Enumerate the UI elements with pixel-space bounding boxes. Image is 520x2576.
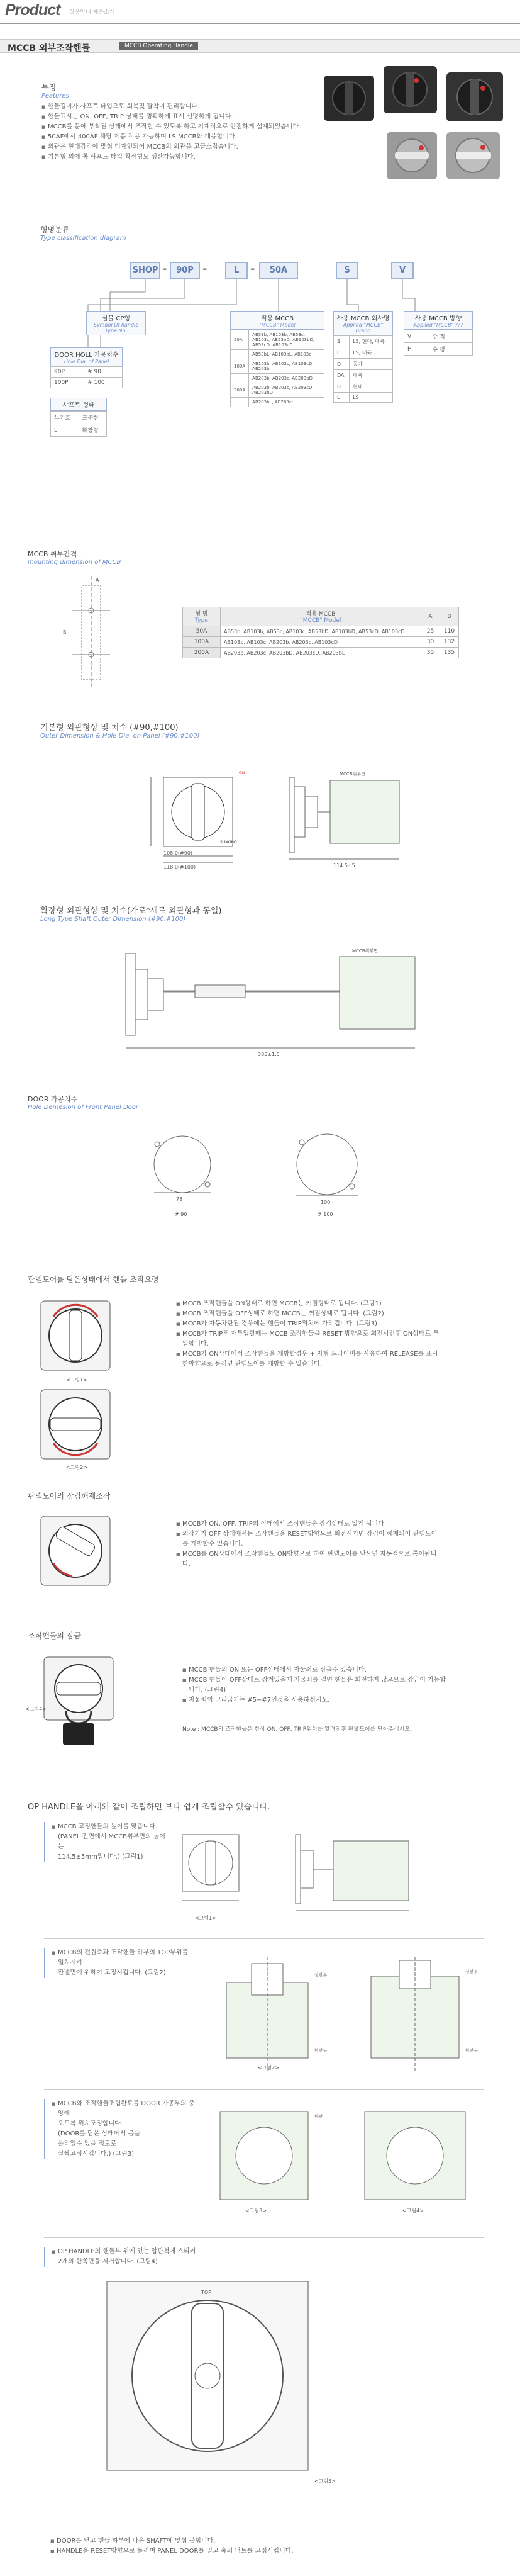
assembly-step-3-line: 올리있수 있을 정도로 (58, 2140, 117, 2147)
table-row (183, 637, 459, 648)
type-box-direction: V (391, 262, 414, 279)
cell: 100P (51, 378, 84, 388)
assembly-step-4-line: 2개의 한쪽면을 제거합니다. (그림4) (58, 2258, 158, 2265)
cell: AB53bL, AB103bL, AB103c (249, 350, 324, 359)
list-item: ■ MCCB가 ON상태에서 조작핸들을 개방할경우 + 자형 드라이버를 사용하여 RELEASE를 표시한방향으로 돌리면 판넬도어를 개방할 수 있습니다. (176, 1349, 440, 1370)
cell: LS, 대륙 (350, 347, 393, 359)
column-header: B (440, 607, 459, 626)
cell: 90P (51, 367, 84, 378)
assembly-step-3-line: 오도록 위치조정합니다. (58, 2120, 123, 2127)
cell: AB53b, AB103b, AB53c, AB103c, AB53bD, AB103bD, AB53cD, AB103cD (221, 626, 421, 637)
shaft-grid (50, 411, 107, 437)
cell: AB53b, AB103b, AB53c, AB103c, AB53bD, AB103bD, AB53cD, AB103cD (249, 330, 324, 350)
cell: 35 (421, 648, 440, 658)
feature-item: ■ 핸들표시는 ON, OFF, TRIP 상태를 명확하게 표시 선명하게 됩니다. (41, 112, 331, 122)
list-item: ■ DOOR를 닫고 핸들 하부에 나온 SHAFT에 맞춰 붙힙니다. (50, 2536, 428, 2546)
features-list (41, 102, 331, 162)
cell (231, 350, 249, 359)
assembly-step-2-list (52, 1948, 195, 1968)
type-dash: - (250, 262, 255, 276)
product-photo-black-2 (384, 66, 437, 113)
cell: L (51, 424, 79, 437)
mounting-grid (182, 607, 459, 658)
table-row (51, 378, 123, 388)
handle-fig-2 (38, 1386, 113, 1462)
assembly-fig-4 (94, 2275, 358, 2489)
door-dim-1: 78 (176, 1196, 183, 1202)
assembly-label: 하판부 (314, 2048, 328, 2053)
feature-item: ■ 외관은 현대감각에 맞춰 디자인되어 MCCB의 외관을 고급스럽습니다. (41, 142, 331, 152)
type-box-maker: S (336, 262, 358, 279)
cell: 200A (183, 648, 221, 658)
cell: 50A (183, 626, 221, 637)
assembly-step-4 (44, 2247, 233, 2267)
door-hole-header (50, 347, 123, 366)
features-subtitle: Features (41, 93, 69, 99)
features-title: 특징 (41, 83, 57, 92)
typeclass-subtitle: Type classification diagram (40, 235, 126, 242)
assembly-step-1-line: 114.5±5mm입니다.) (그림1) (58, 1853, 143, 1860)
padlock-note: Note : MCCB의 조작핸들은 항상 ON, OFF, TRIP위치를 알려진후 판넬도어를 닫아주십시오. (182, 1726, 412, 1733)
cell: 110 (440, 626, 459, 637)
outer-brand-label: SUNGHO (220, 840, 237, 845)
type-box-series: SHOP (130, 262, 160, 279)
cell: AB103b, AB103c, AB203b, AB203c, AB103cD (221, 637, 421, 648)
fig-label: <그림2> (258, 2065, 279, 2071)
cell: # 90 (84, 367, 123, 378)
table-row (404, 343, 473, 356)
list-item: ■ MCCB가 자동차단된 경우에는 핸들이 TRIP위치에 가리킵니다. (그림3) (176, 1319, 440, 1329)
assembly-divider (44, 2237, 484, 2238)
direction-table (404, 311, 473, 356)
cell: AB203b, AB203c, AB203cD, AB203bD (249, 383, 324, 398)
assembly-step-4-list (52, 2247, 233, 2257)
feature-item: ■ 핸들길이가 사프트 타입으로 회복및 탈착이 편리합니다. (41, 102, 331, 112)
list-item: ■ 자물쇠의 고리굵기는 #5~#7인것을 사용하십시오. (182, 1696, 446, 1706)
outer-dim-w2: 118.0(#100) (163, 864, 196, 870)
longtype-heading (40, 904, 221, 923)
cell: 200A (231, 383, 249, 398)
table-row (183, 626, 459, 637)
cell: 100A (231, 359, 249, 374)
table-row (231, 374, 324, 383)
feature-item: ■ 50AF에서 400AF 해당 제품 적용 가능하며 LS MCCB와 대응합니다. (41, 132, 331, 142)
assembly-step-3-line: 살짝고정시킵니다.) (그림3) (58, 2151, 135, 2157)
product-photo-gray-1 (387, 132, 437, 179)
fig-label: <그림2> (66, 1465, 87, 1470)
mccb-grid (230, 330, 324, 407)
direction-grid (404, 330, 473, 356)
mounting-dim-b: B (63, 629, 67, 635)
door-label-100: # 100 (318, 1212, 333, 1217)
column-header: A (421, 607, 440, 626)
table-row (231, 383, 324, 398)
typeclass-title: 형명분류 (40, 225, 70, 234)
longtype-subtitle: Long Type Shaft Outer Dimension (#90,#100) (40, 916, 186, 923)
cell: AB203b, AB203c, AB203bD (249, 374, 324, 383)
type-dash: - (162, 262, 167, 276)
cell: 대륙 (350, 370, 393, 381)
header-divider (0, 23, 520, 24)
table-row (334, 381, 393, 393)
maker-title: 사용 MCCB 회사명 (336, 315, 390, 322)
product-photos (321, 63, 509, 186)
cell: DA (334, 370, 350, 381)
assembly-fig-2 (214, 1957, 490, 2077)
table-row (334, 370, 393, 381)
outer-mccb-label: MCCB취부면 (340, 772, 365, 777)
list-item: ■ MCCB 핸들이 OFF상태로 잠겨있을때 자물쇠를 걸면 핸들은 회전하지 않으므로 잠금이 가능합니다. (그림4) (182, 1675, 446, 1696)
table-row (231, 398, 324, 407)
handle-fig-padlock (41, 1654, 116, 1748)
shaft-table (50, 398, 107, 437)
cell: 수 평 (429, 343, 472, 356)
fig-label: <그림4> (25, 1706, 47, 1712)
cell: LS, 현대, 대륙 (350, 336, 393, 347)
assembly-step-1-list (52, 1822, 170, 1832)
op-lock-title: 판넬도어의 잠김해제조작 (28, 1492, 111, 1500)
features-section (41, 82, 331, 162)
feature-item: ■ 기본형 외에 롱 샤프트 타입 확장형도 생산가능합니다. (41, 152, 331, 162)
direction-title: 사용 MCCB 방향 (414, 315, 462, 322)
fig-label: <그림5> (314, 2478, 336, 2484)
mounting-subtitle: mounting dimension of MCCB (28, 559, 121, 566)
cell: D (334, 359, 350, 370)
assembly-label: TOP (201, 2290, 212, 2295)
symbol-subtitle: Symbol Of handle Type No. (93, 322, 139, 334)
table-row (334, 359, 393, 370)
page-title-badge: MCCB Operating Handle (119, 42, 198, 50)
fig-label: <그림4> (402, 2208, 424, 2213)
list-item: ■ MCCB와 조작핸들조립완료를 DOOR 가공부의 중앙에 (52, 2099, 195, 2119)
assembly-divider (44, 1938, 484, 1939)
longtype-title: 확장형 외관형상 및 치수(가로*세로 외관형과 동일) (40, 906, 222, 916)
type-box-shaft: L (225, 262, 248, 279)
table-header-row (183, 607, 459, 626)
padlock-list (182, 1665, 446, 1706)
list-item: ■ MCCB를 ON상태에서 조작핸들도 ON방향으로 하여 판넬도어를 닫으면 자동적으로 록이됩니다. (176, 1550, 440, 1570)
outer-top-label: ON (239, 771, 245, 775)
outer-heading (40, 721, 199, 740)
table-row (51, 424, 107, 437)
shaft-header (50, 398, 107, 411)
assembly-step-2 (44, 1948, 195, 1978)
direction-subtitle: Applied "MCCB" ??? (413, 322, 463, 328)
product-photo-black-3 (446, 72, 503, 121)
list-item: ■ MCCB가 TRIP후 재투입할때는 MCCB 조작핸들을 RESET 방향으로 회전시킨후 ON상태로 투입합니다. (176, 1329, 440, 1349)
column-header: 적용 MCCB "MCCB" Model (221, 607, 421, 626)
table-row (404, 330, 473, 343)
cell: 동아 (350, 359, 393, 370)
door-label-90: # 90 (175, 1212, 187, 1217)
symbol-box (86, 311, 146, 335)
type-dash: - (202, 262, 207, 276)
shaft-title: 샤프트 형태 (62, 402, 95, 409)
list-item: ■ 외장가가 OFF 상태에서는 조작핸들을 RESET방향으로 회전시키면 잠김이 해제되어 판넬도어를 개방할수 있습니다. (176, 1529, 440, 1550)
door-dim-2: 100 (321, 1200, 331, 1205)
mounting-diagram (38, 573, 145, 692)
door-hole-table (50, 347, 123, 388)
list-item: ■ MCCB 고정핸들의 높이를 맞춥니다. (52, 1822, 170, 1832)
assembly-fig-3 (207, 2099, 490, 2219)
outer-title: 기본형 외관형상 및 치수 (#90,#100) (40, 723, 179, 733)
assembly-fig-1 (170, 1825, 434, 1926)
table-row (51, 367, 123, 378)
outer-drawing (126, 762, 415, 872)
assembly-step-1-line: (PANEL 전면에서 MCCB취부면의 높이는 (58, 1833, 166, 1850)
cell: # 100 (84, 378, 123, 388)
type-box-ampere: 50A (259, 262, 298, 279)
product-photo-gray-2 (446, 132, 500, 179)
cell: S (334, 336, 350, 347)
cell: AB203bL, AB203cL (249, 398, 324, 407)
cell: LS (350, 393, 393, 403)
assembly-label: 하판부 (465, 2048, 479, 2053)
op-closed-title: 판넬도어를 닫은상태에서 핸들 조작요령 (28, 1275, 159, 1284)
op-closed-list (176, 1299, 440, 1370)
door-subtitle: Hole Demesion of Front Panel Door (28, 1104, 139, 1111)
mccb-subtitle: "MCCB" Model (259, 322, 296, 328)
assembly-step-2-line: 판넬면에 위하여 고정시킵니다. (그림2) (58, 1969, 166, 1976)
door-hole-grid (50, 366, 123, 388)
door-hole-subtitle: Hole Dia. of Panel (64, 359, 109, 364)
table-row (51, 412, 107, 424)
maker-table (333, 311, 393, 403)
cell: 표준형 (79, 412, 107, 424)
assembly-step-3-list (52, 2099, 195, 2119)
cell: 무기호 (51, 412, 79, 424)
list-item: ■ MCCB가 ON, OFF, TRIP의 상태에서 조작핸들은 잠김상태로 있게 됩니다. (176, 1519, 440, 1529)
cell: 100A (183, 637, 221, 648)
door-title: DOOR 가공치수 (28, 1095, 78, 1103)
assembly-step-5-list (50, 2536, 428, 2556)
assembly-step-1 (44, 1822, 170, 1862)
fig-label: <그림1> (195, 1915, 216, 1921)
symbol-title: 심볼 CP형 (101, 315, 131, 322)
assembly-label: 상판부 (314, 1972, 328, 1977)
cell: L (334, 393, 350, 403)
list-item: ■ MCCB 핸들의 ON 또는 OFF상태에서 자물쇠로 잠을수 있습니다. (182, 1665, 446, 1675)
outer-dim-w1: 108.0(#90) (163, 850, 193, 856)
assembly-divider (44, 2089, 484, 2090)
longtype-dim: 385±1.5 (258, 1052, 280, 1057)
assembly-step-3-line: (DOOR를 닫은 상태에서 볼을 (58, 2130, 140, 2137)
cell: 30 (421, 637, 440, 648)
type-box-hole: 90P (170, 262, 200, 279)
cell: AB103b, AB103c, AB103cD, AB203b (249, 359, 324, 374)
table-row (334, 347, 393, 359)
fig-label: <그림3> (245, 2208, 267, 2213)
padlock-title: 조작핸들의 잠금 (28, 1631, 81, 1640)
cell: 25 (421, 626, 440, 637)
table-row (231, 350, 324, 359)
mounting-heading (28, 549, 121, 566)
page-title-bar (0, 39, 520, 53)
maker-subtitle: Applied "MCCB" Brand (343, 322, 384, 334)
door-drawing (126, 1127, 402, 1221)
op-lock-list (176, 1519, 440, 1570)
list-item: ■ OP HANDLE의 핸들부 위에 있는 압판척에 스티커 (52, 2247, 233, 2257)
table-row (231, 330, 324, 350)
door-hole-title: DOOR HOLL 가공치수 (54, 352, 119, 359)
outer-dim-d: 114.5±5 (333, 863, 355, 869)
list-item: ■ MCCB 조작핸들을 OFF상태로 하면 MCCB는 꺼짐상태로 됩니다. (그림2) (176, 1309, 440, 1319)
mccb-header (230, 311, 324, 330)
table-row (334, 336, 393, 347)
product-title: Product (5, 1, 60, 19)
product-subtitle: 상품안내 제품소개 (69, 9, 115, 16)
mounting-dim-a: A (96, 577, 99, 583)
mounting-table (182, 607, 459, 658)
list-item: ■ MCCB 조작핸들을 ON상태로 하면 MCCB는 켜짐상태로 됩니다. (그림1) (176, 1299, 440, 1309)
maker-grid (333, 335, 393, 403)
mounting-title: MCCB 취부간격 (28, 550, 77, 558)
table-row (183, 648, 459, 658)
cell: L (334, 347, 350, 359)
cell: 확장형 (79, 424, 107, 437)
longtype-drawing (101, 941, 440, 1057)
mccb-table (230, 311, 324, 407)
door-heading (28, 1094, 138, 1111)
page-title: MCCB 외부조작핸들 (8, 43, 91, 53)
handle-fig-lock (38, 1513, 113, 1589)
cell: V (404, 330, 429, 343)
cell: H (334, 381, 350, 393)
cell: 132 (440, 637, 459, 648)
fig-label: <그림1> (66, 1377, 87, 1383)
assembly-title: OP HANDLE을 아래와 같이 조립하면 보다 쉽게 조립할수 있습니다. (28, 1803, 270, 1812)
assembly-step-3 (44, 2099, 195, 2159)
table-row (334, 393, 393, 403)
cell: 135 (440, 648, 459, 658)
mccb-title: 적용 MCCB (261, 315, 294, 322)
handle-fig-1 (38, 1298, 113, 1373)
list-item: ■ MCCB의 전원측과 조작핸들 하부의 TOP부위를 일치시켜 (52, 1948, 195, 1968)
cell (231, 398, 249, 407)
cell (231, 374, 249, 383)
table-row (231, 359, 324, 374)
cell: 현대 (350, 381, 393, 393)
feature-item: ■ MCCB를 문에 부착된 상태에서 조작할 수 있도록 하고 기계적으로 안전하게 설계되었습니다. (41, 122, 331, 132)
cell: AB203b, AB203c, AB203bD, AB203cD, AB203bL (221, 648, 421, 658)
column-header: 형 명 Type (183, 607, 221, 626)
list-item: ■ HANDLE을 RESET방향으로 돌리며 PANEL DOOR를 열고 축의 너트를 고정시킵니다. (50, 2546, 428, 2556)
maker-header (333, 311, 393, 335)
typeclass-heading (40, 224, 126, 242)
assembly-label: 상판부 (465, 1969, 479, 1974)
direction-header (404, 311, 473, 330)
assembly-label: 하판 (314, 2114, 323, 2119)
cell: H (404, 343, 429, 356)
outer-subtitle: Outer Dimension & Hole Dia. on Panel (#90,#100) (40, 733, 200, 740)
product-photo-black-1 (324, 76, 374, 121)
cell: 50A (231, 330, 249, 350)
cell: 수 직 (429, 330, 472, 343)
longtype-mccb-label: MCCB취부면 (352, 948, 378, 953)
